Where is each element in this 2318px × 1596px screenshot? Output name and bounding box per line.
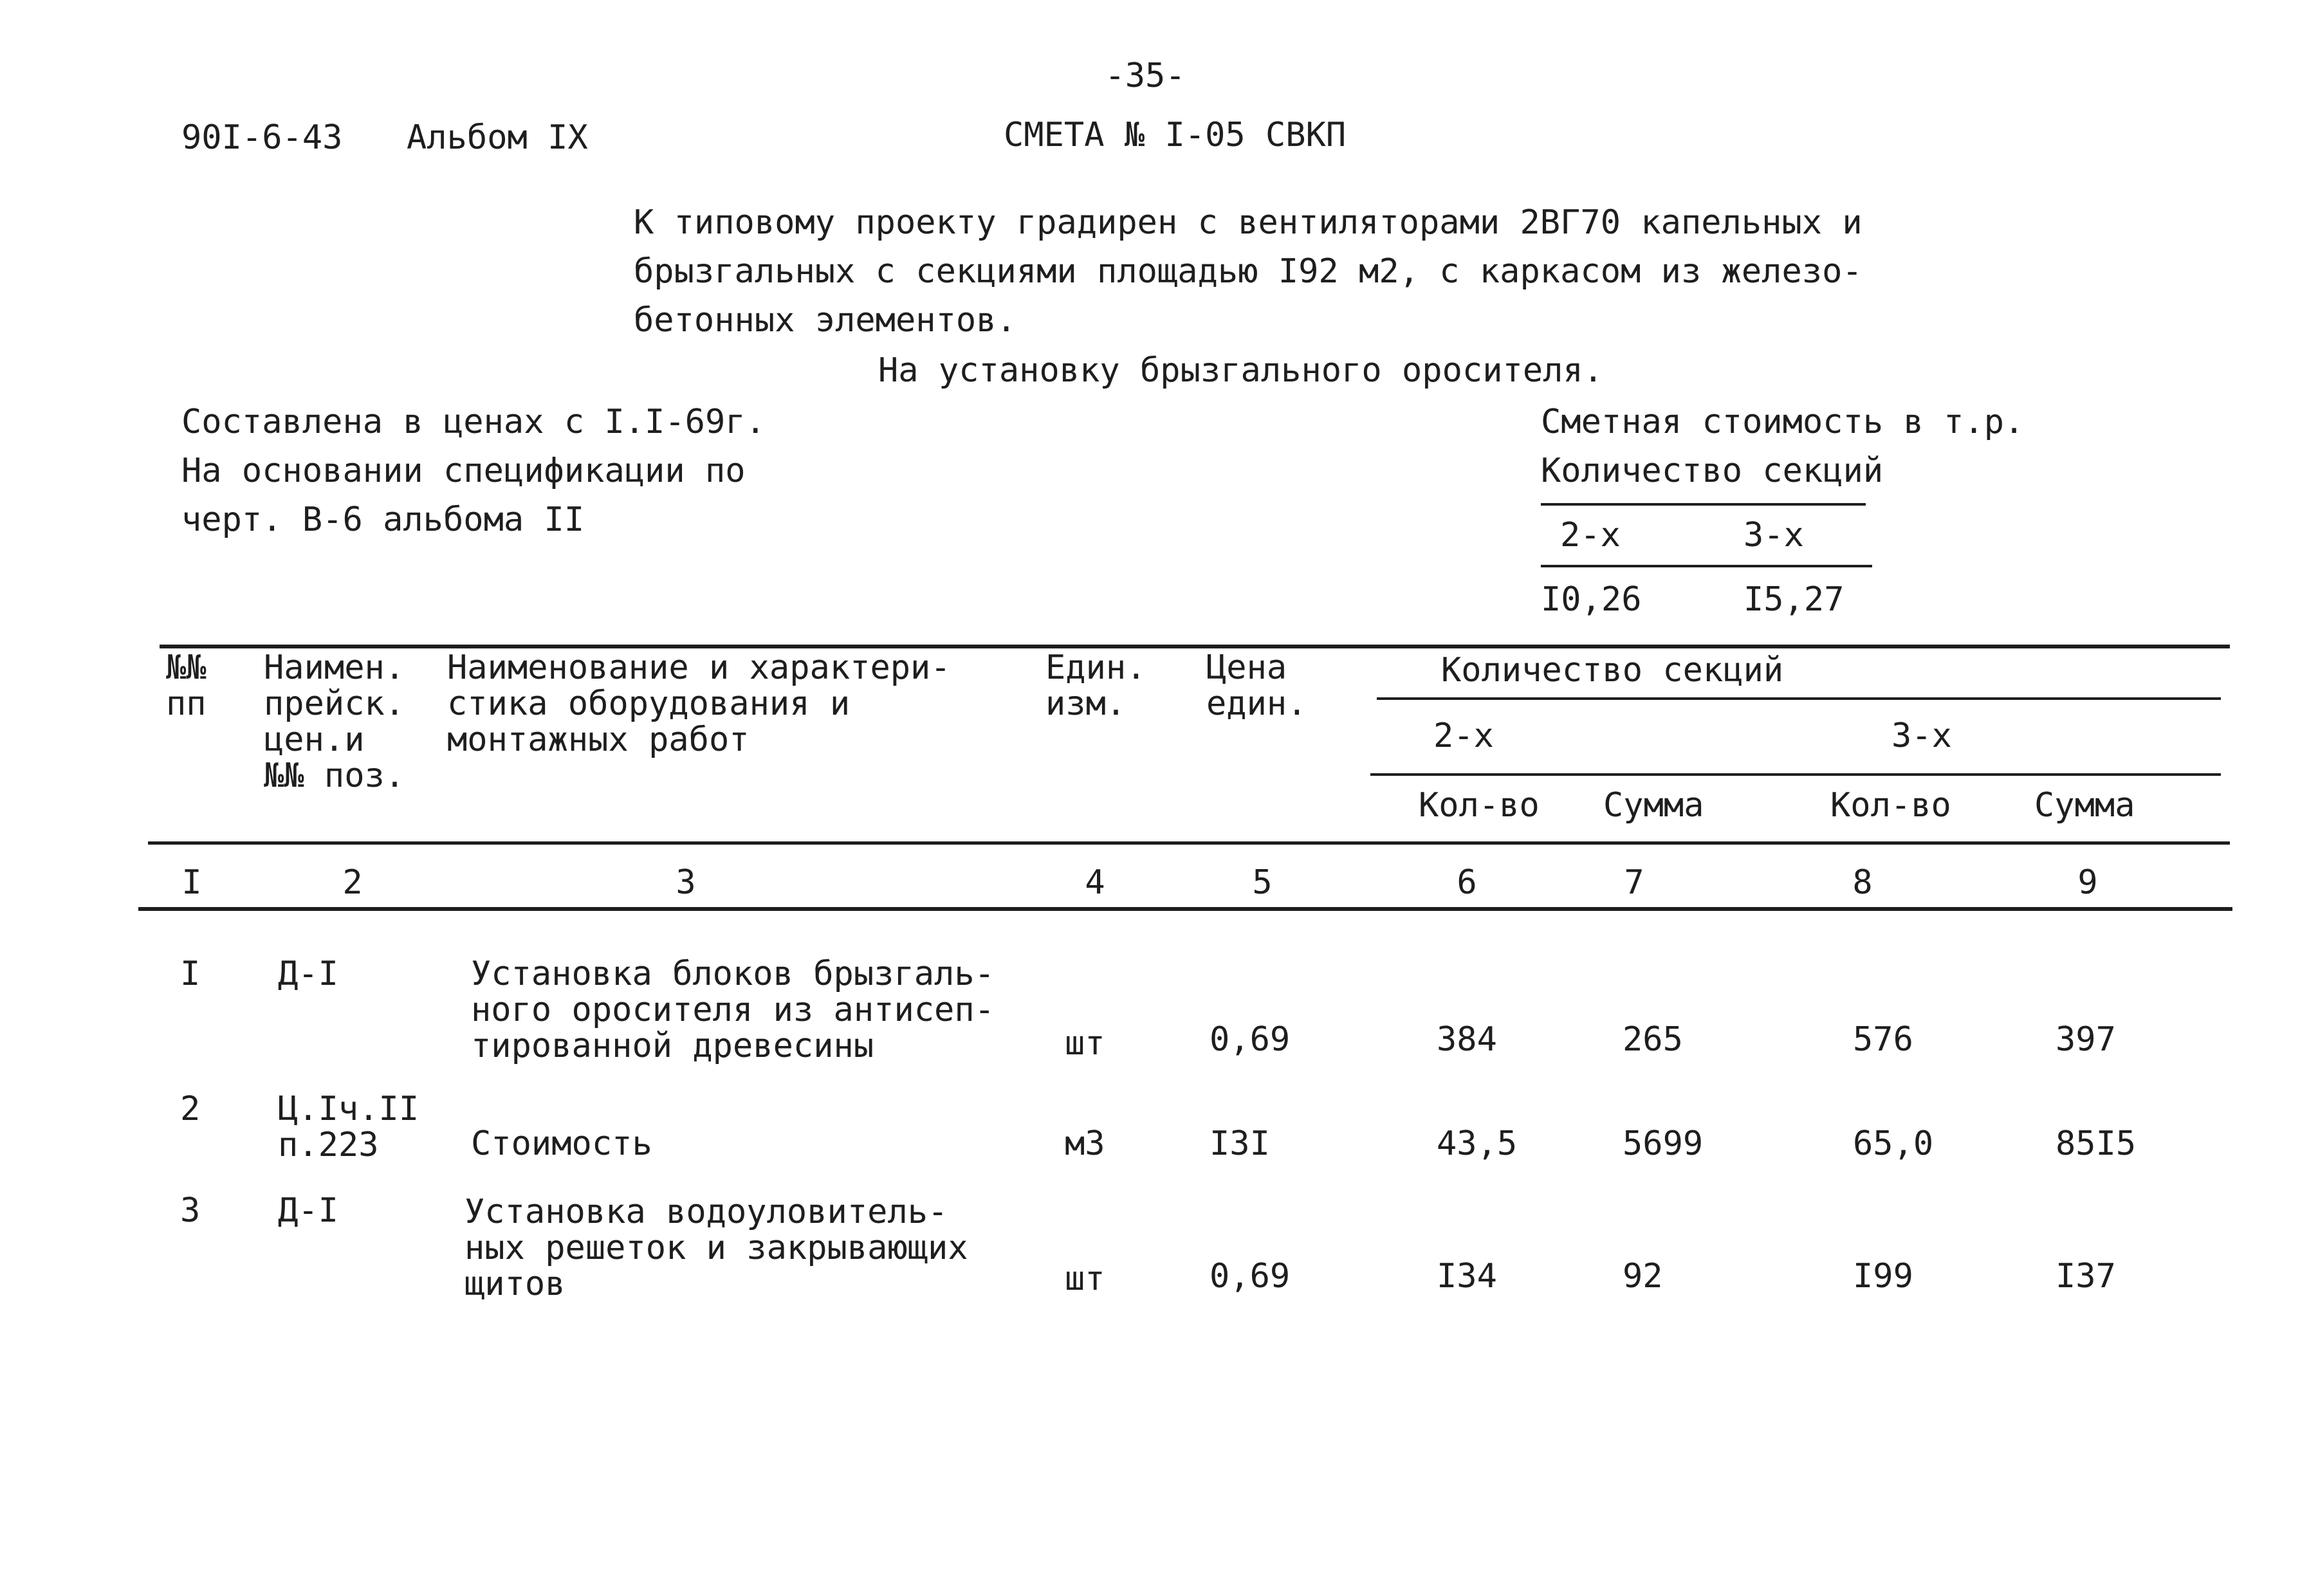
row-1-unit: шт xyxy=(1065,1024,1105,1063)
intro-line-1: К типовому проекту градирен с вентиляторами 2ВГ70 капельных и xyxy=(634,203,1863,242)
header-num: №№ пп xyxy=(166,648,207,723)
row-1-sum-2: 265 xyxy=(1623,1020,1683,1059)
header-sections: Количество секций xyxy=(1441,651,1784,690)
header-bottom-rule xyxy=(148,841,2230,845)
intro-line-2: брызгальных с секциями площадью I92 м2, с каркасом из железо- xyxy=(634,252,1863,291)
row-3-sum-3: I37 xyxy=(2056,1257,2116,1296)
estimate-sections-label: Количество секций xyxy=(1541,452,1884,490)
estimate-rule-2 xyxy=(1541,565,1872,567)
row-1-name: Установка блоков брызгаль- ного оросителя из антисеп- тированной древесины xyxy=(471,955,995,1065)
row-3-ref: Д-I xyxy=(278,1191,338,1230)
column-number-4: 4 xyxy=(1085,863,1105,902)
row-3-num: 3 xyxy=(180,1191,201,1230)
header-price-ref: Наимен. прейск. цен.и №№ поз. xyxy=(264,648,405,795)
row-1-qty-3: 576 xyxy=(1853,1020,1913,1059)
header-sum-2: Сумма xyxy=(1603,786,1704,825)
header-unit: Един. изм. xyxy=(1045,648,1146,723)
column-number-7: 7 xyxy=(1624,863,1644,902)
row-2-unit: м3 xyxy=(1065,1124,1105,1163)
intro-line-3: бетонных элементов. xyxy=(634,301,1016,340)
column-number-6: 6 xyxy=(1457,863,1477,902)
header-qty-3: Кол-во xyxy=(1830,786,1951,825)
basis-line-2: На основании спецификации по xyxy=(181,452,746,490)
estimate-value-3: I5,27 xyxy=(1743,580,1844,619)
estimate-col-3: 3-х xyxy=(1743,516,1804,555)
column-number-1: I xyxy=(181,863,202,902)
document-title: СМЕТА № I-05 СВКП xyxy=(1004,116,1347,154)
estimate-col-2: 2-х xyxy=(1560,516,1621,555)
header-price: Цена един. xyxy=(1206,648,1307,723)
row-3-name: Установка водоуловитель- ных решеток и закрывающих щитов xyxy=(465,1193,968,1303)
column-number-9: 9 xyxy=(2077,863,2098,902)
row-1-price: 0,69 xyxy=(1210,1020,1291,1059)
album-label: Альбом IX xyxy=(407,118,588,157)
row-2-qty-2: 43,5 xyxy=(1437,1124,1518,1163)
row-1-qty-2: 384 xyxy=(1437,1020,1497,1059)
subject-line: На установку брызгального оросителя. xyxy=(878,351,1604,390)
row-1-ref: Д-I xyxy=(278,955,338,993)
page-number: -35- xyxy=(1105,57,1186,95)
column-number-3: 3 xyxy=(676,863,696,902)
estimate-label: Сметная стоимость в т.р. xyxy=(1541,403,2025,441)
row-1-num: I xyxy=(180,955,201,993)
header-group-3: 3-х xyxy=(1891,717,1952,755)
header-name: Наименование и характери- стика оборудования и монтажных работ xyxy=(447,648,951,759)
row-2-price: I3I xyxy=(1210,1124,1270,1163)
header-qty-2: Кол-во xyxy=(1419,786,1540,825)
estimate-rule-1 xyxy=(1541,503,1866,506)
estimate-value-2: I0,26 xyxy=(1541,580,1642,619)
row-3-qty-2: I34 xyxy=(1437,1257,1497,1296)
row-2-sum-2: 5699 xyxy=(1623,1124,1704,1163)
subgroup-rule xyxy=(1370,773,2221,776)
header-sum-3: Сумма xyxy=(2034,786,2135,825)
column-number-8: 8 xyxy=(1852,863,1873,902)
document-code: 90I-6-43 xyxy=(181,118,343,157)
row-2-name: Стоимость xyxy=(471,1124,652,1163)
column-number-2: 2 xyxy=(342,863,363,902)
row-1-sum-3: 397 xyxy=(2056,1020,2116,1059)
basis-line-1: Составлена в ценах с I.I-69г. xyxy=(181,403,766,441)
row-2-qty-3: 65,0 xyxy=(1853,1124,1934,1163)
row-2-num: 2 xyxy=(180,1090,201,1128)
row-3-price: 0,69 xyxy=(1210,1257,1291,1296)
basis-line-3: черт. В-6 альбома II xyxy=(181,500,585,539)
row-3-unit: шт xyxy=(1065,1260,1105,1298)
header-group-2: 2-х xyxy=(1433,717,1494,755)
column-number-5: 5 xyxy=(1252,863,1273,902)
row-2-ref: Ц.Iч.II п.223 xyxy=(278,1090,419,1164)
column-numbers-rule xyxy=(138,907,2232,911)
row-2-sum-3: 85I5 xyxy=(2056,1124,2137,1163)
row-3-sum-2: 92 xyxy=(1623,1257,1663,1296)
sections-rule xyxy=(1377,697,2221,700)
row-3-qty-3: I99 xyxy=(1853,1257,1913,1296)
